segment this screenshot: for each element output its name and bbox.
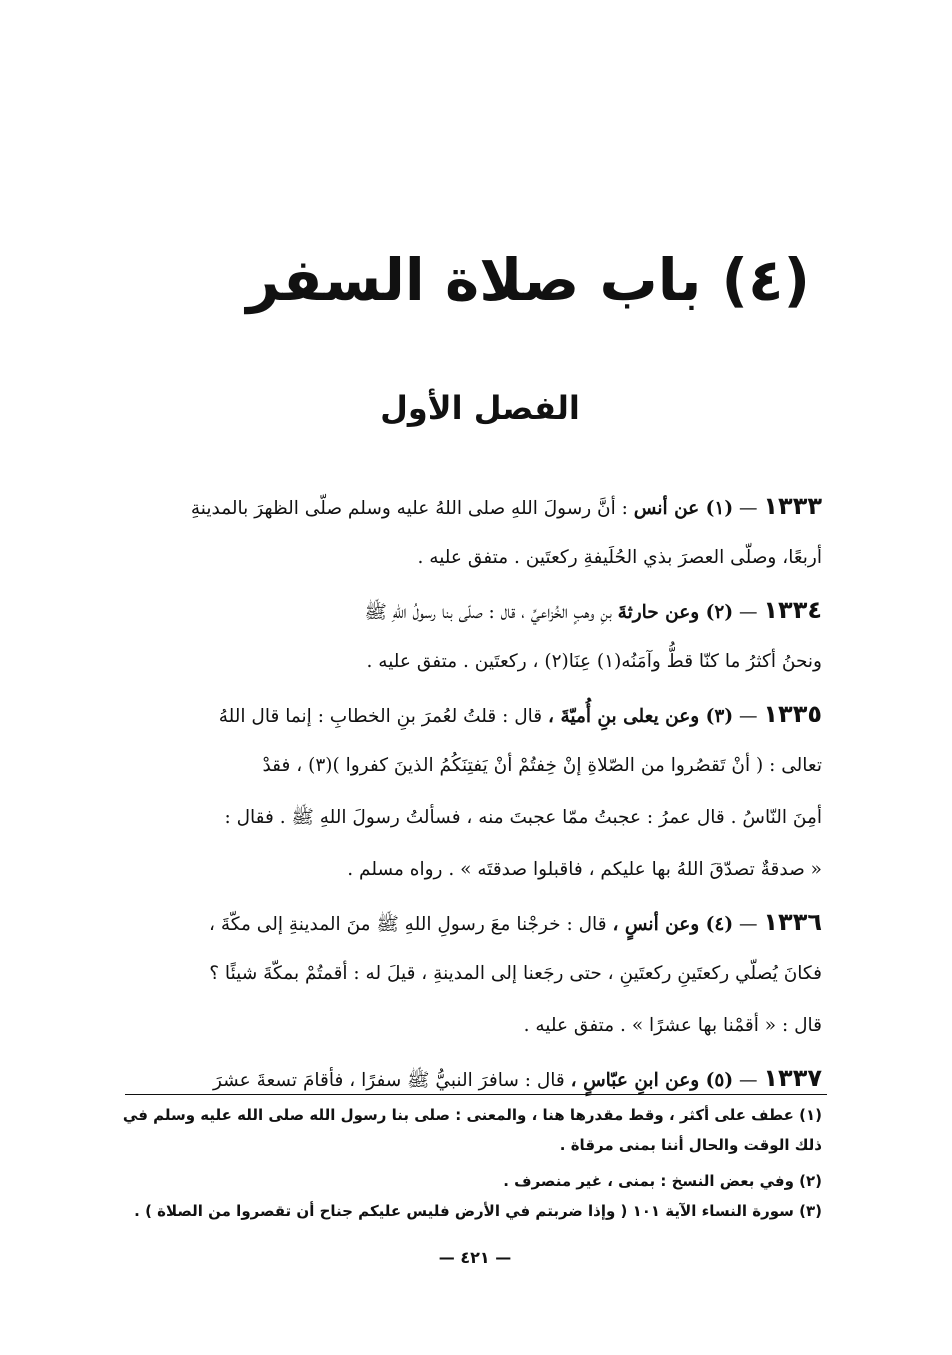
hadith-number: ١٣٣٧: [763, 1064, 822, 1092]
text-line: [122, 740, 822, 792]
hadith-text: أربعًا، وصلّى العصرَ بذي الحُلَيفةِ ركعتَين . متفق عليه .: [417, 547, 822, 568]
text-line: [122, 688, 822, 740]
hadith-text: « صدقةٌ تصدّقَ اللهُ بها عليكم ، فاقبلوا صدقتَه » . رواه مسلم .: [347, 859, 822, 880]
dash-separator: —: [733, 706, 758, 727]
hadith-number: ١٣٣٣: [763, 492, 822, 520]
narrator-lead: (١) عن أنس: [633, 498, 734, 519]
footnote-line: (٢) وفي بعض النسخ : بمنى ، غير منصرف .: [503, 1172, 822, 1190]
footnote-divider: [125, 1094, 827, 1095]
hadith-text: قال : قلتُ لعُمرَ بنِ الخطابِ : إنما قال اللهُ: [218, 706, 543, 727]
text-line: [122, 792, 822, 844]
text-line: [122, 636, 822, 688]
narrator-lead: (٣) وعن يعلى بنِ أُميّةَ ،: [548, 706, 734, 727]
dash-separator: —: [733, 602, 758, 623]
hadith-text: أمِنَ النّاسُ . قال عمرُ : عجبتُ ممّا عجبتَ منه ، فسألتُ رسولَ اللهِ ﷺ . فقال :: [224, 807, 822, 828]
hadith-number: ١٣٣٤: [763, 596, 822, 624]
hadith-text: فكانَ يُصلّي ركعتَينِ ركعتَينِ ، حتى رجَعنا إلى المدينةِ ، قيلَ له : أقمتُمْ بمكّةَ شيئًا ؟: [209, 963, 822, 984]
text-line: [122, 1052, 822, 1104]
hadith-text: بنِ وهبٍ الخُزاعيِّ ، قال : صلّى بنا رسولُ اللهِ ﷺ: [364, 602, 612, 623]
narrator-lead: (٢) وعن حارثةَ: [617, 602, 734, 623]
hadith-number: ١٣٣٦: [763, 908, 822, 936]
hadith-text: : أنَّ رسولَ اللهِ صلى اللهُ عليه وسلم صلّى الظهرَ بالمدينةِ: [190, 498, 628, 519]
hadith-number: ١٣٣٥: [763, 700, 822, 728]
narrator-lead: (٥) وعن ابنِ عبّاسٍ ،: [570, 1070, 734, 1091]
hadith-text: ونحنُ أكثرُ ما كنّا قطُّ وآمَنُه(١) عِنَا(٢) ، ركعتَين . متفق عليه .: [366, 651, 822, 672]
hadith-text: تعالى : ( أنْ تَقصُروا من الصّلاةِ إنْ خِفتُمْ أنْ يَفتِنَكُمُ الذينَ كفروا )(٣) ، فقدْ: [262, 755, 822, 776]
footnote-line: (٣) سورة النساء الآية ١٠١ ( وإذا ضربتم في الأرض فليس عليكم جناح أن تقصروا من الصلاة ) .: [134, 1202, 822, 1220]
text-line: [122, 844, 822, 896]
hadith-body: [122, 480, 822, 1104]
footnote-line: ذلك الوقت والحال أننا بمنى مرقاة .: [559, 1136, 822, 1154]
narrator-lead: (٤) وعن أنسٍ ،: [612, 914, 734, 935]
section-title: الفصل الأول: [380, 389, 580, 427]
dash-separator: —: [733, 914, 758, 935]
hadith-text: قال : خرجْنا معَ رسولِ اللهِ ﷺ منَ المدينةِ إلى مكّةَ ،: [209, 914, 607, 935]
hadith-text: قال : « أقمْنا بها عشرًا » . متفق عليه .: [523, 1015, 822, 1036]
text-line: [122, 896, 822, 948]
text-line: [122, 532, 822, 584]
hadith-text: قال : سافرَ النبيُّ ﷺ سفرًا ، فأقامَ تسعةَ عشرَ: [212, 1070, 565, 1091]
text-line: [122, 480, 822, 532]
chapter-title: (٤) باب صلاة السفر: [246, 246, 810, 314]
footnote-line: (١) عطف على أكثر ، وقط مقدرها هنا ، والمعنى : صلى بنا رسول الله صلى الله عليه وسلم في: [122, 1106, 822, 1124]
dash-separator: —: [733, 498, 758, 519]
text-line: [122, 948, 822, 1000]
page-number: — ٤٢١ —: [438, 1248, 512, 1267]
footnotes: [122, 1100, 822, 1226]
dash-separator: —: [733, 1070, 758, 1091]
text-line: [122, 1000, 822, 1052]
text-line: [122, 584, 822, 636]
